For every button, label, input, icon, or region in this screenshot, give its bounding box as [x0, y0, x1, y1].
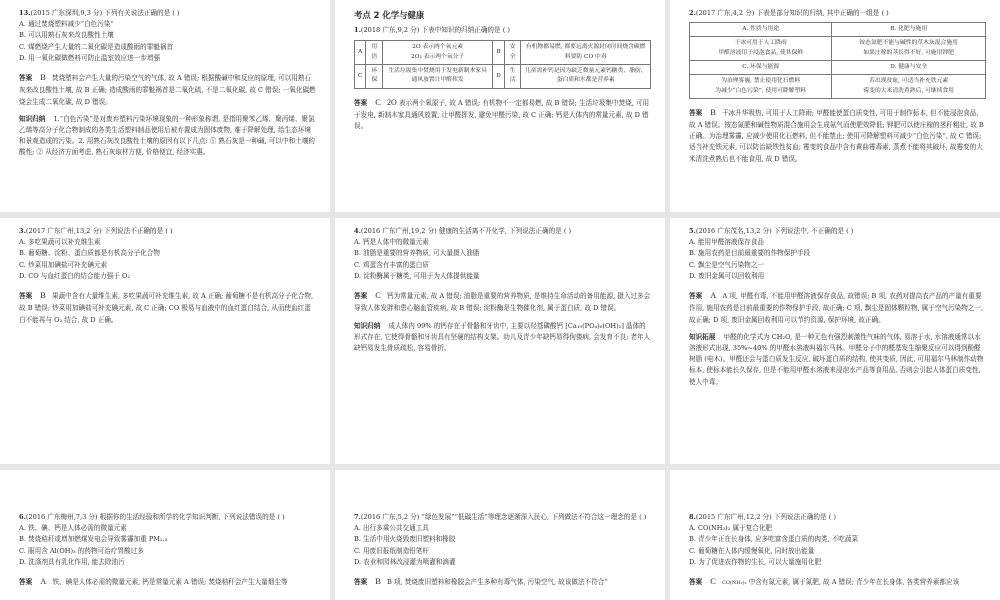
answer-label: 答案	[19, 292, 33, 301]
option-d: D. 用一氧化碳做燃料可防止温室效应进一步增强	[19, 53, 161, 62]
answer-letter: A	[710, 291, 717, 301]
table-cell: A. 性质与用途	[690, 23, 832, 37]
question-stem	[689, 226, 986, 237]
answer-block	[354, 575, 651, 589]
answer-letter: C	[375, 291, 381, 301]
option-a: A. 能用甲醛溶液保存食品	[689, 238, 764, 247]
option-c: C. 服用含 Al(OH)₃ 的药物可治疗胃酸过多	[19, 546, 144, 555]
option-b: B. 焚烧秸秆或增加燃煤发电会导致雾霾加重 PM₂.₅	[19, 535, 168, 544]
question-card-5	[670, 218, 1000, 464]
question-card-8	[670, 470, 1000, 600]
knowledge-note	[689, 332, 986, 388]
question-card-1	[335, 0, 665, 212]
table-cell: 有机物都易燃, 都要远离火源封闭房间烧含碳燃料要防 CO 中毒	[521, 41, 651, 65]
option-a: A. 出行多乘公共交通工具	[354, 524, 429, 533]
table-row	[690, 37, 986, 61]
option-b: B. 可以用熟石灰来改良酸性土壤	[19, 31, 114, 40]
answer-letter: A	[40, 577, 47, 587]
answer-letter: B	[40, 73, 46, 83]
knowledge-label: 知识拓展	[689, 332, 716, 341]
knowledge-label: 知识归纳	[354, 321, 381, 330]
option-c: C. 煤燃烧产生大量的二氧化碳是造成酸雨的罪魁祸首	[19, 42, 174, 51]
options-list	[354, 237, 651, 282]
question-stem	[354, 512, 651, 523]
question-source: (2017 广东广州,13,2 分)	[25, 227, 102, 235]
table-cell: C. 环保与能源	[690, 61, 832, 75]
answer-letter: B	[375, 577, 381, 587]
option-d: D. 废旧金属可以回收利用	[689, 271, 765, 280]
question-card-7	[335, 470, 665, 600]
options-list	[19, 237, 316, 282]
question-source: (2016 广东,5,2 分)	[360, 513, 420, 521]
options-list	[689, 523, 986, 568]
table-row	[690, 61, 986, 75]
knowledge-table	[354, 40, 651, 88]
answer-letter: C	[710, 577, 716, 587]
knowledge-label: 知识归纳	[19, 114, 46, 123]
question-text: 下列说法正确的是 ( )	[773, 513, 836, 521]
answer-formula: CO(NH₂)₂	[722, 580, 747, 587]
table-cell: 生活垃圾集中焚烧用于发电新制木家具通风放置让甲醛挥发	[383, 65, 493, 89]
options-list	[19, 523, 316, 568]
table-cell: D	[493, 65, 505, 89]
question-stem	[354, 226, 651, 237]
answer-label: 答案	[689, 578, 703, 587]
table-row	[690, 23, 986, 37]
question-text: 下表是部分知识的归纳, 其中正确的一组是 ( )	[756, 9, 889, 17]
table-cell: 用语	[366, 41, 383, 65]
table-cell: B. 化肥与施用	[832, 23, 986, 37]
question-text: 根据你的生活经验和所学的化学知识判断, 下列说法错误的是 ( )	[99, 513, 285, 521]
option-c: C. 炒菜用加碘盐可补充碘元素	[19, 260, 108, 269]
options-list	[19, 19, 316, 64]
answer-explanation: 铁、碘是人体必需的微量元素, 钙是常量元素 A 错误; 焚烧秸秆会产生大量烟尘等	[52, 578, 288, 587]
question-source: (2017 广东,4,2 分)	[695, 9, 755, 17]
table-cell: 生活	[504, 65, 521, 89]
answer-letter: C	[375, 97, 381, 107]
question-card-2	[670, 0, 1000, 212]
option-c: C. 飘尘是空气污染物之一	[689, 260, 764, 269]
question-text: 下表中知识的归纳正确的是 ( )	[421, 26, 510, 35]
answer-explanation: 干冰升华吸热, 可用于人工降雨; 甲醛能使蛋白质变性, 可用于制作标本, 但不能浸泡食品, 故 A 错误。铵态氮肥和碱性物质混合施用会生成氨气而使肥效降低; 钾肥可以使庄稼的茎秆粗壮, 故 B 正确。为治理雾霾, 应减少使用化石燃料, 但不能禁止; 使用可降解塑料可减少“白色污染”, 故 C 错误; 适当补充铁元素, 可以防治缺铁性贫血; 霉变的食品中含有黄曲霉毒素, 蒸煮不能将其破坏, 故霉变的大米清洗煮熟后也不能食用, 故 D 错误。	[689, 108, 984, 163]
option-b: B. 葡萄糖、淀粉、蛋白质都是有机高分子化合物	[19, 249, 160, 258]
answer-label: 答案	[689, 292, 703, 301]
question-card-3	[0, 218, 330, 464]
table-cell: D. 健康与安全	[832, 61, 986, 75]
question-stem	[19, 226, 316, 237]
question-number: 1.	[354, 26, 361, 35]
answer-block	[19, 71, 316, 108]
options-list	[689, 237, 986, 282]
question-source: (2015 广东深圳,9,3 分)	[30, 9, 103, 17]
question-stem	[689, 8, 986, 19]
question-number: 3.	[19, 227, 26, 235]
question-number: 7.	[354, 513, 361, 521]
answer-block	[19, 575, 316, 589]
section-title: 考点 2 化学与健康	[354, 10, 425, 20]
option-d: D. 淀粉酶属于糖类, 可用于为人体提供能量	[354, 271, 480, 280]
knowledge-table	[689, 22, 986, 99]
table-cell: A	[355, 41, 366, 65]
answer-label: 答案	[354, 292, 368, 301]
question-number: 6.	[19, 513, 26, 521]
table-row	[690, 75, 986, 99]
answer-explanation: B 项, 焚烧废旧塑料和橡胶会产生多种有毒气体, 污染空气, 故该做法不符合“	[387, 578, 608, 587]
question-source: (2018 广东,9,2 分)	[360, 26, 420, 35]
question-source: (2016 广东茂名,13,2 分)	[695, 227, 772, 235]
question-stem	[19, 512, 316, 523]
question-source: (2016 广东广州,19,2 分)	[360, 227, 437, 235]
question-card-6	[0, 470, 330, 600]
question-text: 下列有关说法正确的是 ( )	[104, 9, 180, 17]
table-cell: 若出现贫血, 可适当补充铁元素 霉变的大米清洗煮熟后, 可继续食用	[832, 75, 986, 99]
answer-letter: B	[40, 291, 46, 301]
table-cell: 环保	[366, 65, 383, 89]
option-c: C. 鸡蛋含有丰富的蛋白质	[354, 260, 429, 269]
option-a: A. CO(NH₂)₂ 属于复合化肥	[689, 524, 773, 533]
answer-label: 答案	[689, 108, 703, 117]
question-text: “绿色发展”“低碳生活”等理念逐渐深入民心, 下列做法不符合这一理念的是 ( )	[421, 513, 647, 521]
knowledge-note	[19, 114, 316, 159]
question-stem	[689, 512, 986, 523]
option-b: B. 青少年正在长身体, 应多吃富含蛋白质的肉类, 不吃蔬菜	[689, 535, 859, 544]
question-source: (2016 广东梅州,7,3 分)	[25, 513, 98, 521]
answer-explanation: 焚烧塑料会产生大量的污染空气的气体, 故 A 错误; 根据酸碱中和反应的原理, 可以用熟石灰来改良酸性土壤, 故 B 正确; 造成酸雨的罪魁祸首是二氧化硫, 不是二氧化碳, 故 C 错误; 一氧化碳燃烧会生成二氧化碳, 故 D 错误。	[19, 74, 316, 106]
question-card-13	[0, 0, 330, 212]
answer-block	[354, 96, 651, 133]
table-row	[355, 41, 651, 65]
option-c: C. 用废旧报纸制造铅笔杆	[354, 546, 429, 555]
options-list	[354, 523, 651, 568]
option-c: C. 葡萄糖在人体内缓慢氧化, 同时放出能量	[689, 546, 815, 555]
option-d: D. 为了促进农作物的生长, 可以大量施用化肥	[689, 557, 822, 566]
question-source: (2015 广东广州,12,2 分)	[695, 513, 772, 521]
option-b: B. 油脂是重要的营养物质, 可大量摄入油脂	[354, 249, 480, 258]
answer-explanation: 钙为常量元素, 故 A 错误; 油脂是重要的营养物质, 是维持生命活动的备用能源, 摄入过多会导致人体发胖和患心脑血管疾病, 故 B 错误; 淀粉酶是生物催化剂, 属于蛋白质, 故 D 错误。	[354, 292, 651, 313]
answer-label: 答案	[354, 578, 368, 587]
question-text: 下列说法不正确的是 ( )	[103, 227, 173, 235]
option-b: B. 施用农药是目前最重要的作物保护手段	[689, 249, 811, 258]
question-text: 健康的生活离不开化学, 下列说法正确的是 ( )	[438, 227, 572, 235]
answer-explanation: A 项, 甲醛有毒, 不能用甲醛溶液保存食品, 故错误; B 项, 农药对提高农产品的产量有重要作用, 施用农药是目前最重要的作物保护手段, 故正确; C 项, 飘尘是固体颗粒物, 属于空气污染物之一, 故正确; D 项, 废旧金属回收利用可以节约资源, 保护环境, 故正确。	[689, 292, 984, 324]
question-number: 5.	[689, 227, 696, 235]
option-a: A. 铁、碘、钙是人体必需的微量元素	[19, 524, 127, 533]
option-d: D. CO 与血红蛋白的结合能力强于 O₂	[19, 271, 131, 280]
answer-explanation: 表示两个氧原子, 故 A 错误; 有机物不一定都易燃, 故 B 错误; 生活垃圾集中焚烧, 可用于发电, 新制木家具通风放置, 让甲醛挥发, 避免甲醛污染, 故 C 正确; 钙是人体内的常量元素, 故 D 错误。	[354, 98, 650, 131]
answer-block	[689, 575, 986, 589]
table-cell: 儿童需补钙是因为缺乏微量元素钙糖类、脂肪、蛋白质和水都是营养素	[521, 65, 651, 89]
option-a: A. 通过焚烧塑料减少“白色污染”	[19, 20, 114, 29]
answer-explanation: 果蔬中含有大量维生素, 多吃果蔬可补充维生素, 故 A 正确; 葡萄糖不是有机高分子化合物, 故 B 错误; 炒菜用加碘盐可补充碘元素, 故 C 正确; CO 极易与血液中的血红蛋白结合, 从而使血红蛋白不能再与 O₂ 结合, 故 D 正确。	[19, 292, 314, 324]
answer-label: 答案	[19, 74, 33, 83]
table-cell: 2O 表示两个氧元素 2O₂ 表示两个氧分子	[383, 41, 493, 65]
option-d: D. 农业和园林改浸灌为喷灌和滴灌	[354, 557, 456, 566]
answer-block	[354, 289, 651, 314]
question-stem	[354, 25, 651, 36]
table-cell: 铵态氮肥不能与碱性的草木灰混合施用 如果庄稼的茎长得不好, 可施用钾肥	[832, 37, 986, 61]
knowledge-text: 甲醛的化学式为 CH₂O, 是一种无色有强烈刺激性气味的气体, 易溶于水, 水溶液通常以水溶液形式出现, 35%~40% 的甲醛水溶液叫福尔马林。甲醛分子中的醛基发生缩聚反应可以得到酚醛树脂 (电木)。甲醛还会与蛋白质发生反应, 破坏蛋白质的结构, 使其变质, 因此, 可用福尔马林制作动物标本, 使标本能长久保存, 但是不能用甲醛水溶液来浸泡水产品等食用品, 否则会引起人体蛋白质变性, 使人中毒。	[689, 332, 984, 386]
question-number: 2.	[689, 9, 696, 17]
answer-formula: 2O	[387, 97, 397, 107]
answer-letter: B	[710, 107, 716, 117]
answer-block	[19, 289, 316, 326]
question-text: 下列说法中, 不正确的是 ( )	[773, 227, 854, 235]
table-cell: B	[493, 41, 505, 65]
option-a: A. 钙是人体中的微量元素	[354, 238, 429, 247]
option-d: D. 洗涤剂具有乳化作用, 能去除油污	[19, 557, 125, 566]
knowledge-text: 成人体内 99% 的钙存在于骨骼和牙齿中, 主要以羟基磷酸钙 [Ca₁₀(PO₄)₆(OH)₂] 晶体的形式存在, 它使得骨骼和牙齿具有坚硬的结构支架。幼儿及青少年缺钙易得佝偻病, 会发育不良; 老年人缺钙易发生骨质疏松, 容易骨折。	[354, 321, 651, 352]
question-number: 13.	[19, 9, 31, 17]
knowledge-text: 1.“白色污染”是对废弃塑料污染环境现象的一种形象称谓, 是指用聚苯乙烯、聚丙烯、聚氯乙烯等高分子化合物制成的各类生活塑料制品使用后被弃置成为固体废物, 难于降解处理, 给生态环境和景观造成的污染。2. 用熟石灰改良酸性土壤的原因有以下几点: ① 熟石灰是一种碱, 可以中和土壤的酸性; ② 从经济方面考虑, 熟石灰取材方便, 价格便宜, 经济实惠。	[19, 114, 315, 157]
table-cell: 为治理雾霾, 禁止使用化石燃料 为减少“白色污染”, 使用可降解塑料	[690, 75, 832, 99]
option-b: B. 生活中用火烧毁废旧塑料和橡胶	[354, 535, 456, 544]
answer-block	[689, 106, 986, 165]
question-card-4	[335, 218, 665, 464]
answer-explanation: 中含有氮元素, 属于氮肥, 故 A 错误; 青少年在长身体, 各类营养素都应该	[748, 578, 960, 587]
question-number: 4.	[354, 227, 361, 235]
question-number: 8.	[689, 513, 696, 521]
table-cell: 干冰可用于人工降雨 甲醛溶液用于浸泡食品, 使其保鲜	[690, 37, 832, 61]
answer-label: 答案	[19, 578, 33, 587]
option-a: A. 多吃果蔬可以补充维生素	[19, 238, 101, 247]
table-row	[355, 65, 651, 89]
answer-block	[689, 289, 986, 326]
table-cell: 安全	[504, 41, 521, 65]
answer-label: 答案	[354, 98, 368, 107]
table-cell: C	[355, 65, 366, 89]
question-stem	[19, 8, 316, 19]
knowledge-note	[354, 321, 651, 355]
